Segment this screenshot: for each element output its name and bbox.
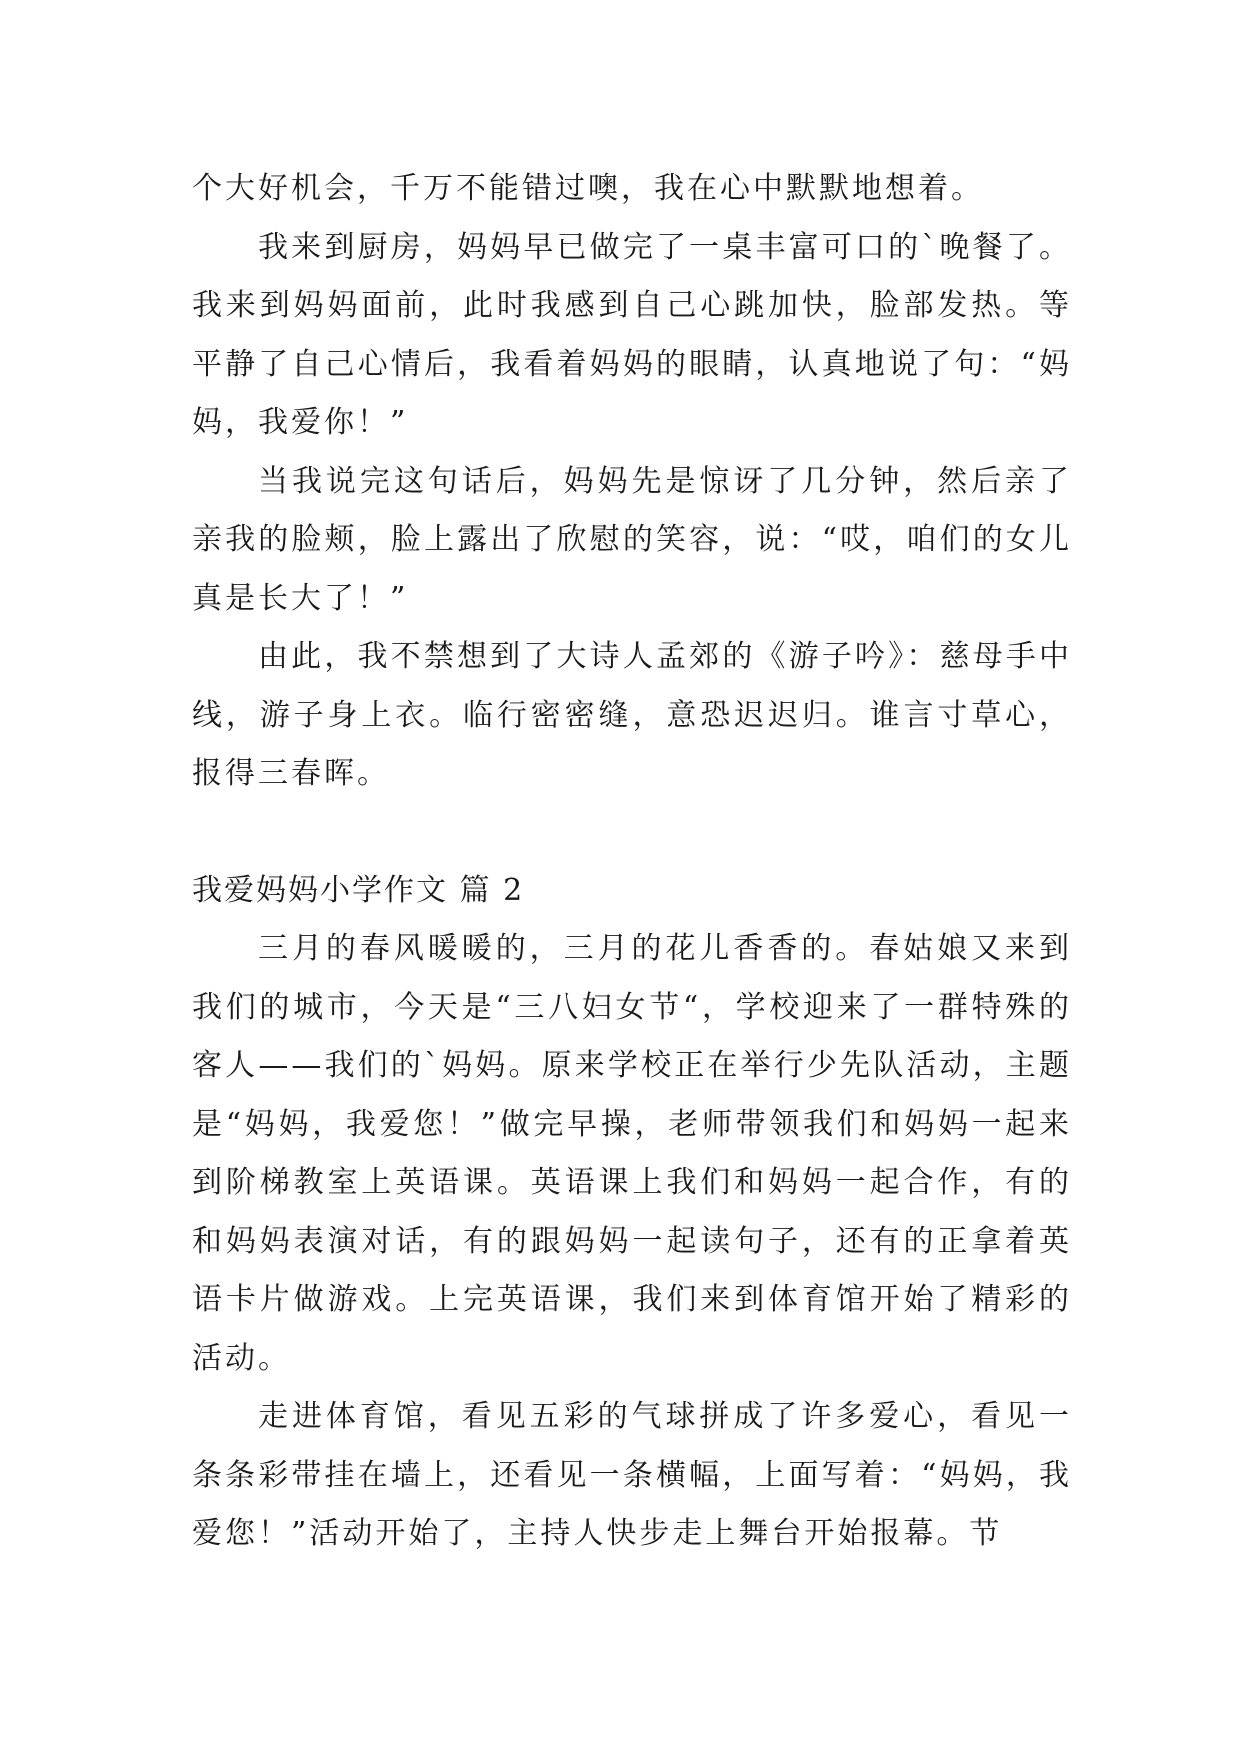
paragraph-kitchen: 我来到厨房，妈妈早已做完了一桌丰富可口的`晚餐了。我来到妈妈面前，此时我感到自己心跳加快，脸部发热。等平静了自己心情后，我看着妈妈的眼睛，认真地说了句：“妈妈，我爱你！” xyxy=(192,229,1072,440)
paragraph-gym: 走进体育馆，看见五彩的气球拼成了许多爱心，看见一条条彩带挂在墙上，还看见一条横幅，上面写着：“妈妈，我爱您！”活动开始了，主持人快步走上舞台开始报幕。节 xyxy=(192,1399,1072,1551)
paragraph-poem: 由此，我不禁想到了大诗人孟郊的《游子吟》：慈母手中线，游子身上衣。临行密密缝，意恐迟迟归。谁言寸草心，报得三春晖。 xyxy=(192,639,1072,791)
paragraph-womens-day: 三月的春风暖暖的，三月的花儿香香的。春姑娘又来到我们的城市，今天是“三八妇女节“，学校迎来了一群特殊的客人——我们的`妈妈。原来学校正在举行少先队活动，主题是“妈妈，我爱您！”做完早操，老师带领我们和妈妈一起来到阶梯教室上英语课。英语课上我们和妈妈一起合作，有的和妈妈表演对话，有的跟妈妈一起读句子，还有的正拿着英语卡片做游戏。上完英语课，我们来到体育馆开始了精彩的活动。 xyxy=(192,931,1072,1376)
paragraph-mother-reaction: 当我说完这句话后，妈妈先是惊讶了几分钟，然后亲了亲我的脸颊，脸上露出了欣慰的笑容，说：“哎，咱们的女儿真是长大了！” xyxy=(192,463,1072,616)
document-body xyxy=(192,160,1072,1564)
paragraph-continued: 个大好机会，千万不能错过噢，我在心中默默地想着。 xyxy=(192,171,984,206)
section-heading: 我爱妈妈小学作文 篇 2 xyxy=(192,872,525,908)
section-gap xyxy=(192,804,1072,862)
